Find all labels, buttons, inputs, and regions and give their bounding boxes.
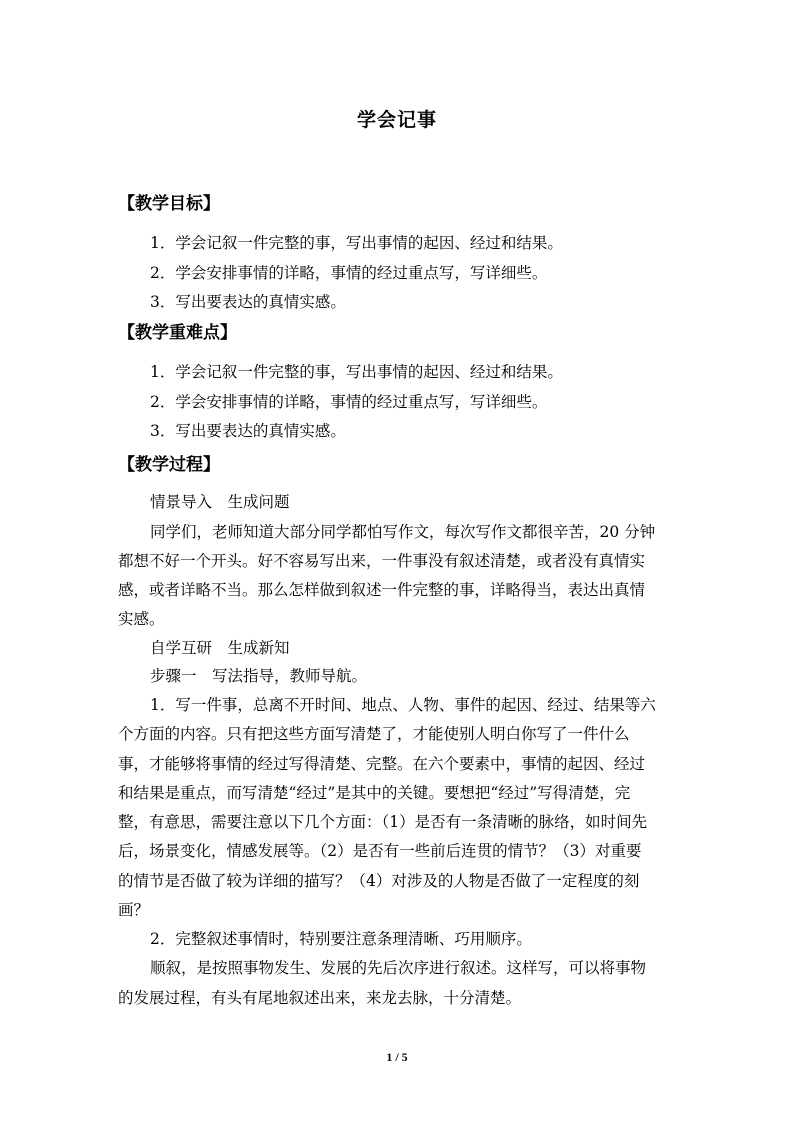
process-line: 画？ bbox=[118, 901, 150, 919]
section-heading-difficulties: 【教学重难点】 bbox=[118, 323, 237, 343]
process-line: 实感。 bbox=[118, 610, 165, 628]
process-line: 的情节是否做了较为详细的描写？（4）对涉及的人物是否做了一定程度的刻 bbox=[118, 872, 640, 890]
process-line: 的发展过程，有头有尾地叙述出来，来龙去脉，十分清楚。 bbox=[118, 989, 522, 1007]
page-title: 学会记事 bbox=[356, 109, 437, 131]
page-number: 1 / 5 bbox=[386, 1050, 408, 1064]
section-heading-goals: 【教学目标】 bbox=[118, 194, 220, 214]
goal-item: 3．写出要表达的真情实感。 bbox=[150, 293, 346, 311]
process-line: 都想不好一个开头。好不容易写出来，一件事没有叙述清楚，或者没有真情实 bbox=[118, 552, 646, 570]
goal-item: 1．学会记叙一件完整的事，写出事情的起因、经过和结果。 bbox=[150, 234, 563, 252]
process-line: 1．写一件事，总离不开时间、地点、人物、事件的起因、经过、结果等六 bbox=[150, 696, 656, 714]
process-line: 事，才能够将事情的经过写得清楚、完整。在六个要素中，事情的起因、经过 bbox=[118, 755, 646, 773]
process-line: 步骤一 写法指导，教师导航。 bbox=[150, 667, 368, 685]
process-line: 个方面的内容。只有把这些方面写清楚了，才能使别人明白你写了一件什么 bbox=[118, 725, 630, 743]
goal-item: 2．学会安排事情的详略，事情的经过重点写，写详细些。 bbox=[150, 264, 548, 282]
process-line: 同学们，老师知道大部分同学都怕写作文，每次写作文都很辛苦，20 分钟 bbox=[150, 523, 656, 541]
section-heading-process: 【教学过程】 bbox=[118, 455, 220, 475]
process-line: 自学互研 生成新知 bbox=[150, 639, 290, 657]
difficulty-item: 2．学会安排事情的详略，事情的经过重点写，写详细些。 bbox=[150, 393, 548, 411]
process-line: 后，场景变化，情感发展等。（2）是否有一些前后连贯的情节？（3）对重要 bbox=[118, 842, 642, 860]
process-line: 情景导入 生成问题 bbox=[150, 493, 290, 511]
process-line: 顺叙，是按照事物发生、发展的先后次序进行叙述。这样写，可以将事物 bbox=[150, 959, 647, 977]
process-line: 感，或者详略不当。那么怎样做到叙述一件完整的事，详略得当，表达出真情 bbox=[118, 581, 646, 599]
difficulty-item: 1．学会记叙一件完整的事，写出事情的起因、经过和结果。 bbox=[150, 363, 563, 381]
process-line: 2．完整叙述事情时，特别要注意条理清晰、巧用顺序。 bbox=[150, 930, 532, 948]
process-line: 整，有意思，需要注意以下几个方面：（1）是否有一条清晰的脉络，如时间先 bbox=[118, 813, 648, 831]
difficulty-item: 3．写出要表达的真情实感。 bbox=[150, 422, 346, 440]
process-line: 和结果是重点，而写清楚“经过”是其中的关键。要想把“经过”写得清楚，完 bbox=[118, 784, 631, 802]
